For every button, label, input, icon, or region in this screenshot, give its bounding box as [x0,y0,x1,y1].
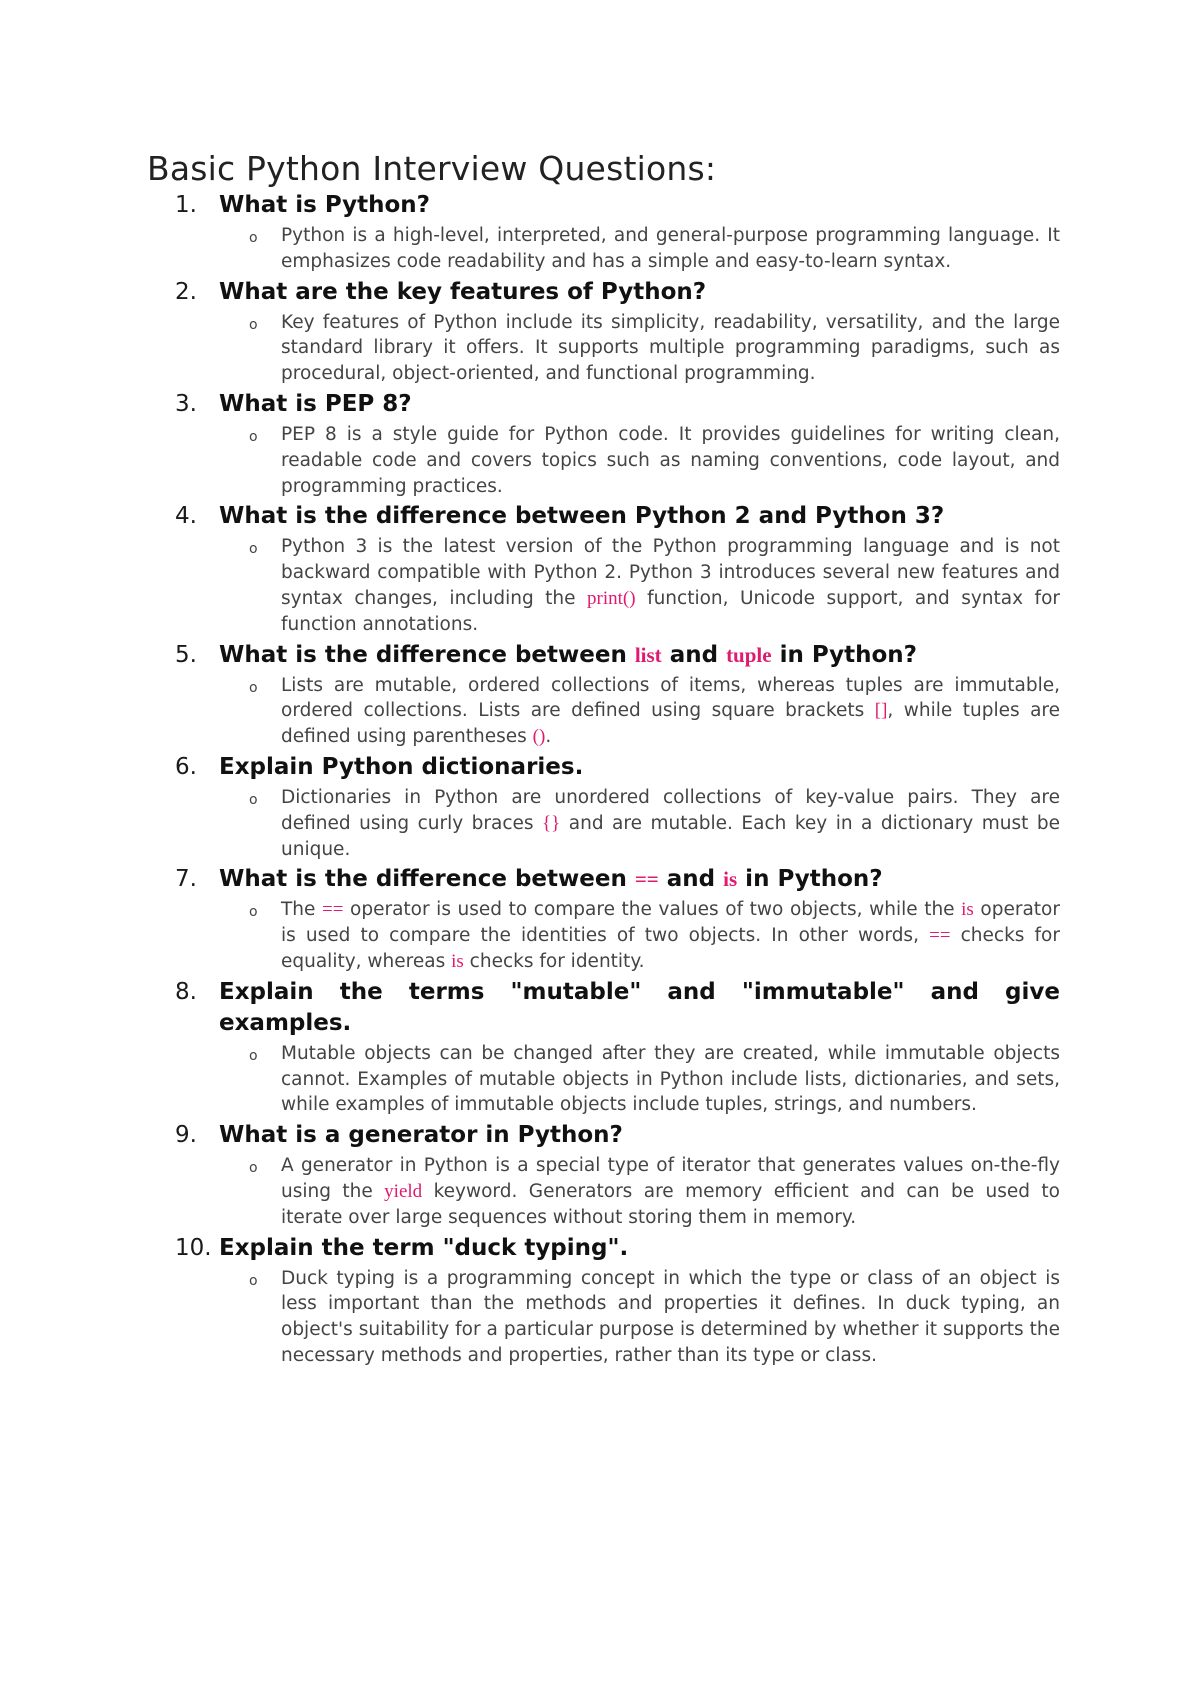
inline-code: tuple [726,642,772,667]
answer-item [249,1153,1060,1230]
question-number: 6. [175,753,197,780]
question-item [175,640,1060,750]
question-number: 3. [175,390,197,417]
text-segment: checks for equality, whereas [281,925,1060,972]
inline-code: print() [587,587,636,609]
question-text [219,389,1060,420]
text-segment: Lists are mutable, ordered collections of items, whereas tuples are immutable, ordered collections. Lists are defined using square brackets [281,674,1060,722]
text-segment: checks for identity. [463,950,645,972]
question-item [175,501,1060,637]
bullet-icon: o [249,791,258,808]
bullet-icon: o [249,904,258,921]
question-number: 5. [175,641,197,668]
text-segment: keyword. Generators are memory efficient and can be used to iterate over large sequences without storing them in memory. [281,1180,1061,1228]
question-text [219,864,1060,895]
inline-code: == [929,925,951,947]
bullet-icon: o [249,1047,258,1064]
question-text [219,1120,1060,1151]
question-number: 10. [175,1234,212,1261]
question-heading [175,640,1060,671]
text-segment: Python 3 is the latest version of the Python programming language and is not backward compatible with Python 2. Python 3 introduces several new features and syntax changes, including the [281,536,1060,609]
inline-code: == [634,867,659,892]
question-heading [175,1233,1060,1264]
text-segment: Duck typing is a programming concept in which the type or class of an object is less important than the methods and properties it defines. In duck typing, an object's suitability for a particular purpose is determined by whether it supports the necessary methods and properties, rather than its type or class. [281,1267,1060,1366]
answer-text [281,673,1060,750]
inline-code: is [451,950,464,972]
answer-item [249,422,1060,499]
answer-text [281,223,1060,275]
bullet-icon: o [249,428,258,445]
question-item [175,1233,1060,1369]
answer-text [281,534,1060,637]
text-segment: Mutable objects can be changed after they are created, while immutable objects cannot. Examples of mutable objects in Python include lists, dictionaries, and sets, while examples of immutable objects include tuples, strings, and numbers. [281,1042,1060,1116]
answer-text [281,310,1060,387]
answer-item [249,785,1060,862]
inline-code: {} [542,812,561,834]
question-heading [175,977,1060,1039]
question-text [219,640,1060,671]
answer-item [249,1041,1060,1118]
answer-item [249,673,1060,750]
inline-code: list [634,642,662,667]
answer-item [249,897,1060,974]
text-segment: What is PEP 8? [219,390,412,417]
answer-item [249,534,1060,637]
text-segment: Python is a high-level, interpreted, and general-purpose programming language. It emphasizes code readability and has a simple and easy-to-learn syntax. [281,225,1060,272]
inline-code: () [532,726,546,748]
text-segment: . [545,726,552,748]
question-heading [175,501,1060,532]
text-segment: A generator in Python is a special type of iterator that generates values on-the-fly using the [281,1155,1060,1202]
text-segment: , while tuples are defined using parentheses [281,700,1060,748]
question-item [175,864,1060,974]
text-segment: and are mutable. Each key in a dictionary must be unique. [281,812,1060,860]
question-text [219,501,1060,532]
answer-text [281,1266,1060,1369]
question-heading [175,389,1060,420]
answer-item [249,1266,1060,1369]
inline-code: == [322,899,344,921]
question-item [175,190,1060,275]
text-segment: What is the difference between [219,641,635,668]
question-number: 7. [175,866,197,893]
bullet-icon: o [249,679,258,696]
page-title: Basic Python Interview Questions: [147,149,717,188]
bullet-icon: o [249,541,258,558]
text-segment: operator is used to compare the identities of two objects. In other words, [281,899,1060,947]
text-segment: What is the difference between Python 2 and Python 3? [219,503,945,530]
text-segment: and [658,866,724,893]
question-number: 8. [175,978,197,1005]
question-text [219,1233,1060,1264]
question-list [175,190,1060,1371]
question-item [175,1120,1060,1230]
text-segment: The [281,899,322,921]
text-segment: Explain Python dictionaries. [219,753,584,780]
question-text [219,190,1060,221]
answer-text [281,897,1060,974]
question-number: 2. [175,278,197,305]
question-heading [175,1120,1060,1151]
bullet-icon: o [249,1160,258,1177]
bullet-icon: o [249,316,258,333]
question-heading [175,277,1060,308]
text-segment: What are the key features of Python? [219,278,707,305]
inline-code: yield [384,1180,423,1202]
text-segment: What is a generator in Python? [219,1122,623,1149]
bullet-icon: o [249,1272,258,1289]
text-segment: operator is used to compare the values of two objects, while the [343,899,962,921]
inline-code: [] [874,700,888,722]
text-segment: in Python? [737,866,883,893]
question-heading [175,190,1060,221]
question-number: 9. [175,1122,197,1149]
question-number: 1. [175,192,197,218]
answer-item [249,223,1060,275]
question-text [219,277,1060,308]
text-segment: PEP 8 is a style guide for Python code. It provides guidelines for writing clean, readable code and covers topics such as naming conventions, code layout, and programming practices. [281,423,1060,497]
question-item [175,277,1060,387]
text-segment: What is Python? [219,192,431,218]
answer-text [281,785,1060,862]
answer-item [249,310,1060,387]
question-item [175,389,1060,499]
text-segment: Dictionaries in Python are unordered collections of key-value pairs. They are defined using curly braces [281,786,1060,834]
text-segment: Explain the terms "mutable" and "immutable" and give examples. [219,978,1060,1036]
answer-text [281,1153,1060,1230]
text-segment: Key features of Python include its simplicity, readability, versatility, and the large standard library it offers. It supports multiple programming paradigms, such as procedural, object-oriented, and functional programming. [281,311,1060,385]
question-item [175,752,1060,862]
question-heading [175,752,1060,783]
answer-text [281,422,1060,499]
text-segment: What is the difference between [219,866,635,893]
text-segment: and [661,641,727,668]
bullet-icon: o [249,230,258,246]
question-number: 4. [175,503,197,530]
text-segment: in Python? [771,641,918,668]
inline-code: is [723,867,738,892]
question-text [219,752,1060,783]
question-item [175,977,1060,1118]
text-segment: function, Unicode support, and syntax for function annotations. [281,587,1060,635]
inline-code: is [961,899,974,921]
answer-text [281,1041,1060,1118]
question-heading [175,864,1060,895]
question-text [219,977,1060,1039]
text-segment: Explain the term "duck typing". [219,1234,629,1261]
